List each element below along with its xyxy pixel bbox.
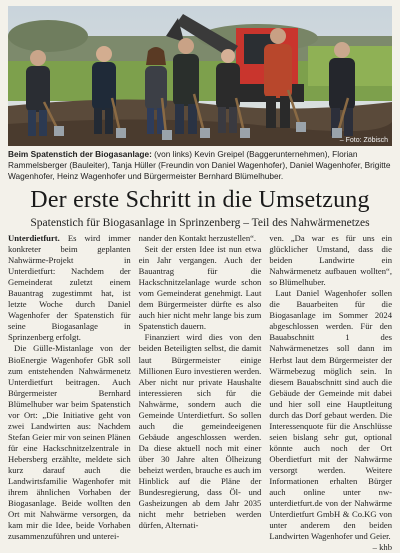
- dateline: Unterdietfurt.: [8, 233, 60, 243]
- photo-credit: – Foto: Zöbisch: [339, 137, 388, 144]
- article-column-3: [269, 233, 393, 553]
- article-paragraph: nander den Kontakt herzustellen“.: [138, 233, 257, 243]
- article-paragraph: Finanziert wird dies von den beiden Beteiligten selbst, die damit laut Bürgermeister einige Millionen Euro investieren werden. Aber nicht nur private Haushalte interessieren sich für die Nahwärme, sondern auch die Gemeinde Unterdietfurt. So sollen auch die gemeindeeigenen Gebäude angeschlossen werden. Da diese aktuell noch mit einer über 30 Jahre alten Ölheizung beheizt werden, brauche es auch im Hinblick auf die Pläne der Bundesregierung, dass Öl- und Gasheizungen ab dem Jahr 2035 nicht mehr betrieben werden dürfen, Alternati-: [138, 332, 262, 531]
- article-paragraph: Die Gülle-Mistanlage von der BioEnergie Wagenhofer GbR soll zum entstehenden Nahwärmenetz Unterdietfurt beitragen. Auch Bürgermeister Bernhard Blümelhuber war beim Spatenstich vor Ort: „Die Initiative geht von zwei Landwirten aus: Nachdem Stefan Geier mir von seinen Plänen für eine Hackschnitzelzentrale in Hebersberg erzählte, meldete sich kurz darauf auch die Landwirtsfamilie Wagenhofer mit ihrem ähnlichen Vorhaben der Biogasanlage. Beide wollten den Ort mit Nahwärme versorgen, da kam mir die Idee, beide Vorhaben zusammenzuführen und unterei-: [8, 343, 131, 542]
- article-subheadline: Spatenstich für Biogasanlage in Sprinzenberg – Teil des Nahwärmenetzes: [30, 217, 370, 229]
- article-column-2: [138, 233, 262, 531]
- article-body: [8, 233, 393, 553]
- article-column-1: [8, 233, 131, 542]
- article-paragraph: ven. „Da war es für uns ein glücklicher Umstand, dass die beiden Landwirte ein Nahwärmenetz aufbauen wollten“, so Blümelhuber.: [269, 233, 393, 288]
- photo-caption: [8, 149, 392, 182]
- article-headline: Der erste Schritt in die Umsetzung: [30, 187, 370, 213]
- groundbreaking-photo: [8, 6, 392, 146]
- article-paragraph: Laut Daniel Wagenhofer sollen die Bauarbeiten für die Biogasanlage im Sommer 2024 abgeschlossen werden. Für den Bauabschnitt 1 des Nahwärmenetzes soll dann im Herbst laut dem Bürgermeister der Wärmebezug möglich sein. In diesem Bauabschnitt sind auch die Gebäude der Gemeinde mit dabei und hier soll eine Hauptleitung durch das Dorf gebaut werden. Die Interessenquote für die Anschlüsse seien bislang sehr gut, optional könnte auch noch der Ort Oberdietfurt mit der Nahwärme versorgt werden. Weitere Informationen erhalten Bürger auch online unter nw-unterdietfurt.de von der Nahwärme Unterdietfurt GmbH & Co.KG von unter anderem den beiden Landwirten Wagenhofer und Geier.: [269, 288, 393, 542]
- author-signature: – khb: [372, 542, 393, 553]
- article-paragraph: Seit der ersten Idee ist nun etwa ein Jahr vergangen. Auch der Bauantrag für die Hackschnitzelanlage wurde schon vom Gemeinderat genehmigt. Laut dem Bürgermeister dürfte es also auch hier nicht mehr lange bis zum Spatenstich dauern.: [138, 244, 262, 332]
- caption-lead: Beim Spatenstich der Biogasanlage:: [8, 149, 152, 159]
- article-paragraph: Unterdietfurt. Es wird immer konkreter beim geplanten Nahwärme-Projekt in Unterdietfurt: Nachdem der Gemeinderat zuletzt einem Bauantrag zugestimmt hat, ist letzte Woche durch Daniel Wagenhofer der Spatenstich für seine Biogasanlage in Sprinzenberg erfolgt.: [8, 233, 131, 343]
- caption-text: (von links) Kevin Greipel (Baggerunternehmen), Florian Rammelsberger (Bauleiter), Tanja Hüller (Freundin von Daniel Wagenhofer), Daniel Wagenhofer, Brigitte Wagenhofer, Heinz Wagenhofer und Bürgermeister Bernhard Blümelhuber.: [8, 149, 391, 181]
- photo-illustration: [8, 6, 392, 146]
